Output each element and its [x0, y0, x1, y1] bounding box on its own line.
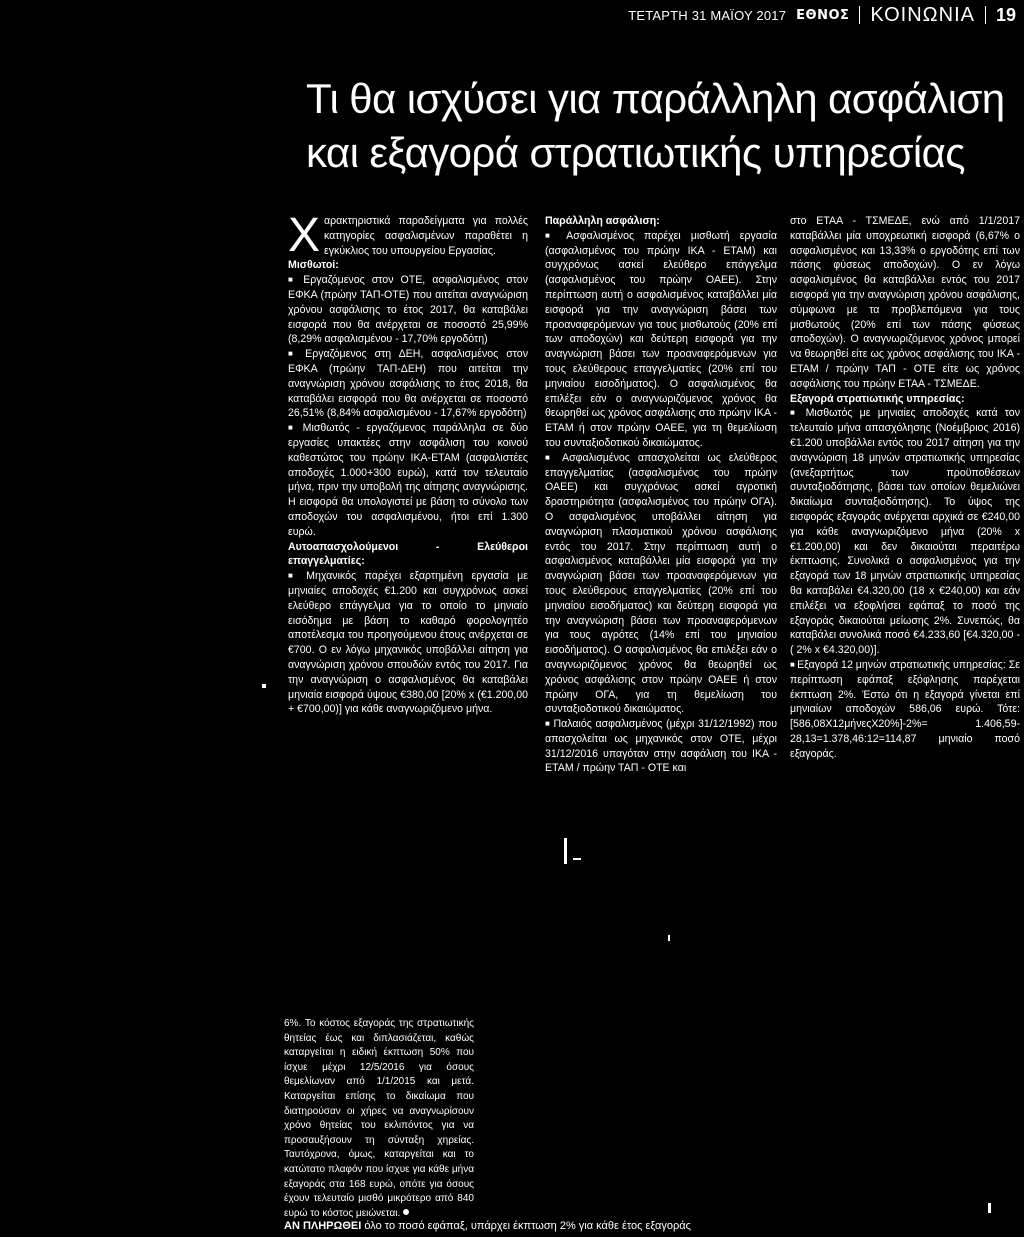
scan-artifact [988, 1203, 991, 1213]
example-engineer: ■ Μηχανικός παρέχει εξαρτημένη εργασία με μηνιαίες αποδοχές €1.200 και συγχρόνως ασκεί ελεύθερο επάγγελμα για το οποίο το μηνιαίο εισόδημα με βάση το καθαρό φορολογητέο αποτέλεσμα του προηγούμενου έτους ανέρχεται σε €700. Ο εν λόγω μηχανικός υποβάλλει αίτηση για αναγνώριση χρόνου σπουδών εντός του 2017. Για την αναγνώριση ο ασφαλισμένος θα καταβάλει μηνιαία εισφορά ύψους €380,00 [20% x (€1.200,00 + €700,00)] για κάθε αναγνωριζόμενο μήνα. [288, 569, 528, 717]
continuation-paragraph: στο ΕΤΑΑ - ΤΣΜΕΔΕ, ενώ από 1/1/2017 καταβάλλει μία υποχρεωτική εισφορά (6,67% ο ασφαλισμένος και 13,33% ο εργοδότης επί των πάσης φύσεως αποδοχών). Ο εν λόγω ασφαλισμένος θα καταβάλλει εντός του 2017 εισφορά για την αναγνώριση χρόνου ασφάλισης, σύμφωνα με τα προβλεπόμενα για τους μισθωτούς (20% επί των πάσης φύσεως αποδοχών). Ο αναγνωριζόμενος χρόνος μπορεί να θεωρηθεί είτε ως χρόνος ασφάλισης του ΙΚΑ - ΕΤΑΜ / πρώην ΤΑΠ - ΟΤΕ είτε ως χρόνος ασφάλισης του πρώην ΕΤΑΑ - ΤΣΜΕΔΕ. [790, 215, 1020, 390]
headline-line-1: Τι θα ισχύσει για παράλληλη ασφάλιση [306, 75, 1005, 122]
drop-cap: Χ [288, 209, 321, 262]
scan-artifact [564, 838, 567, 864]
intro-text: αρακτηριστικά παραδείγματα για πολλές κατηγορίες ασφαλισμένων παραθέτει η εγκύκλιος του υπουργείου Εργασίας. [324, 215, 528, 257]
example-two-jobs: ■ Μισθωτός - εργαζόμενος παράλληλα σε δύο εργασίες υπακτέες στην ασφάλιση του κοινού καθεστώτος του πρώην ΙΚΑ-ΕΤΑΜ (ασφαλιστέες αποδοχές 1.000+300 ευρώ), κατά τον τελευταίο μήνα, πριν την υποβολή της αίτησης αναγνώρισης. Η εισφορά θα υπολογιστεί με βάση το σύνολο των αποδοχών του ασφαλισμένου, ήτοι επί 1.300 ευρώ. [288, 421, 528, 539]
example-12-months: ■ Εξαγορά 12 μηνών στρατιωτικής υπηρεσίας: Σε περίπτωση εφάπαξ εξόφλησης παρέχεται έκπτωση 2%. Έστω ότι η εξαγορά γίνεται επί μηνιαίων αποδοχών 586,06 ευρώ. Τότε: [586,08Χ12μήνεςΧ20%]-2%= 1.406,59-28,13=1.378,46:12=114,87 μηνιαίο ποσό εξαγοράς. [790, 658, 1020, 762]
article-headline [306, 72, 1006, 180]
scan-artifact [668, 935, 670, 941]
header-divider [985, 6, 986, 24]
bottom-text: 6%. Το κόστος εξαγοράς της στρατιωτικής θητείας έως και διπλασιάζεται, καθώς καταργείται η ειδική έκπτωση 50% που ίσχυε μέχρι 12/5/2016 για όσους θεμελίωναν από 1/1/2015 και μετά. Καταργείται επίσης το δικαίωμα που διατηρούσαν οι χήρες να αναγνωρίσουν χρόνο θητείας του εκλιπόντος για να προσαυξήσουν τη σύνταξη χηρείας. Ταυτόχρονα, όμως, καταργείται και το κατώτατο πλαφόν που ίσχυε για κάθε μήνα εξαγοράς στα 168 ευρώ, οπότε για όσους έχουν τελευταίο μισθό μικρότερο από 840 ευρώ το κόστος μειώνεται. [284, 1018, 474, 1219]
subheading-parallel-insurance: Παράλληλη ασφάλιση: [545, 215, 660, 227]
caption-lead: ΑΝ ΠΛΗΡΩΘΕΙ [284, 1220, 362, 1232]
scan-artifact [262, 684, 266, 688]
scan-artifact [573, 858, 581, 860]
section-name: ΚΟΙΝΩΝΙΑ [870, 3, 975, 26]
article-column-3 [790, 214, 1020, 761]
issue-date: ΤΕΤΑΡΤΗ 31 ΜΑΪΟΥ 2017 [628, 7, 787, 23]
example-18-months: ■ Μισθωτός με μηνιαίες αποδοχές κατά τον τελευταίο μήνα απασχόλησης (Νοέμβριος 2016) €1.200 υποβάλλει εντός του 2017 αίτηση για την αναγνώριση 18 μηνών στρατιωτικής υπηρεσίας (ανεξαρτήτως των προϋποθέσεων συνταξιοδότησης, βάσει των οποίων θεμελιώνει δικαίωμα συνταξιοδότησης). Το ύψος της εισφοράς εξαγοράς ανέρχεται αρχικά σε €240,00 για κάθε αναγνωριζόμενο μήνα (20% x €1.200,00) και δεν δικαιούται περαιτέρω έκπτωσης. Συνολικά ο ασφαλισμένος για την εξαγορά των 18 μηνών στρατιωτικής υπηρεσίας θα καταβάλει €4.320,00 (18 x €240,00) και εάν επιλέξει να εξοφλήσει εφάπαξ το ποσό της εξαγοράς δικαιούται μείωσης 2%. Συνεπώς, θα καταβάλει συνολικά ποσό €4.233,60 [€4.320,00 -( 2% x €4.320,00)]. [790, 406, 1020, 658]
end-mark-icon [403, 1209, 409, 1215]
example-old-insured: ■ Παλαιός ασφαλισμένος (μέχρι 31/12/1992) που απασχολείται ως μηχανικός στον ΟΤΕ, μέχρι 31/12/2016 υπαγόταν στην ασφάλιση του ΙΚΑ - ΕΤΑΜ / πρώην ΤΑΠ - ΟΤΕ και [545, 717, 777, 776]
bottom-article-fragment [284, 1017, 474, 1221]
article-column-2 [545, 214, 777, 776]
caption-text: όλο το ποσό εφάπαξ, υπάρχει έκπτωση 2% για κάθε έτος εξαγοράς [364, 1220, 691, 1232]
page-number: 19 [995, 4, 1016, 25]
header-divider [859, 6, 860, 24]
example-ote: ■ Εργαζόμενος στον ΟΤΕ, ασφαλισμένος στον ΕΦΚΑ (πρώην ΤΑΠ-ΟΤΕ) που αιτείται αναγνώριση χρόνου ασφάλισης το έτος 2017, θα καταβάλει εισφορά που θα ανέρχεται σε ποσοστό 25,99% (8,29% ασφαλισμένου - 17,70% εργοδότη) [288, 273, 528, 347]
example-ika-oaee: ■ Ασφαλισμένος παρέχει μισθωτή εργασία (ασφαλισμένος του πρώην ΙΚΑ - ΕΤΑΜ) και συγχρόνως ασκεί ελεύθερο επάγγελμα (ασφαλισμένος του πρώην ΟΑΕΕ). Στην περίπτωση αυτή ο ασφαλισμένος καταβάλλει μία εισφορά για την αναγνώριση βάσει των προαναφερόμενων για τους μισθωτούς (20% επί των αποδοχών) και δεύτερη εισφορά για την αναγνώριση βάσει των προαναφερόμενων για τους ελεύθερους επαγγελματίες (20% επί του μηνιαίου εισοδήματος). Ο ασφαλισμένος θα επιλέξει εάν ο αναγνωριζόμενος χρόνος θα θεωρηθεί ως χρόνος ασφάλισης στο πρώην ΙΚΑ - ΕΤΑΜ ή στον πρώην ΟΑΕΕ, για τη θεμελίωση του συνταξιοδοτικού δικαιώματος. [545, 229, 777, 451]
example-oaee-oga: ■ Ασφαλισμένος απασχολείται ως ελεύθερος επαγγελματίας (ασφαλισμένος του πρώην ΟΑΕΕ) και συγχρόνως ασκεί αγροτική δραστηριότητα (ασφαλισμένος του πρώην ΟΓΑ). Ο ασφαλισμένος υποβάλλει αίτηση για αναγνώριση πλασματικού χρόνου ασφάλισης εντός του 2017. Στην περίπτωση αυτή ο ασφαλισμένος καταβάλλει μία εισφορά για την αναγνώριση βάσει των προαναφερόμενων για τους ελεύθερους επαγγελματίες (20% επί του μηνιαίου εισοδήματος) και δεύτερη εισφορά για την αναγνώριση βάσει των προαναφερόμενων για τους αγρότες (14% επί του μηνιαίου εισοδήματος). Ο ασφαλισμένος θα επιλέξει εάν ο αναγνωριζόμενος χρόνος θα θεωρηθεί ως χρόνος ασφάλισης στον πρώην ΟΑΕΕ ή στον πρώην ΟΓΑ, για τη θεμελίωση του συνταξιοδοτικού δικαιώματος. [545, 451, 777, 717]
photo-caption [284, 1220, 1004, 1232]
article-column-1 [288, 209, 529, 717]
intro-paragraph [288, 209, 528, 262]
subheading-military-service: Εξαγορά στρατιωτικής υπηρεσίας: [790, 392, 965, 405]
newspaper-name: ΕΘΝΟΣ [796, 7, 850, 23]
subheading-employees: Μισθωτοί: [288, 259, 339, 272]
page-header [628, 4, 1016, 26]
headline-line-2: και εξαγορά στρατιωτικής υπηρεσίας [306, 129, 965, 176]
subheading-self-employed: Αυτοαπασχολούμενοι - Ελεύθεροι επαγγελματίες: [288, 540, 528, 568]
example-dei: ■ Εργαζόμενος στη ΔΕΗ, ασφαλισμένος στον ΕΦΚΑ (πρώην ΤΑΠ-ΔΕΗ) που αιτείται την αναγνώριση χρόνου ασφάλισης το έτος 2018, θα καταβάλει εισφορά που θα ανέρχεται σε ποσοστό 26,51% (8,84% ασφαλισμένου - 17,67% εργοδότη) [288, 347, 528, 421]
